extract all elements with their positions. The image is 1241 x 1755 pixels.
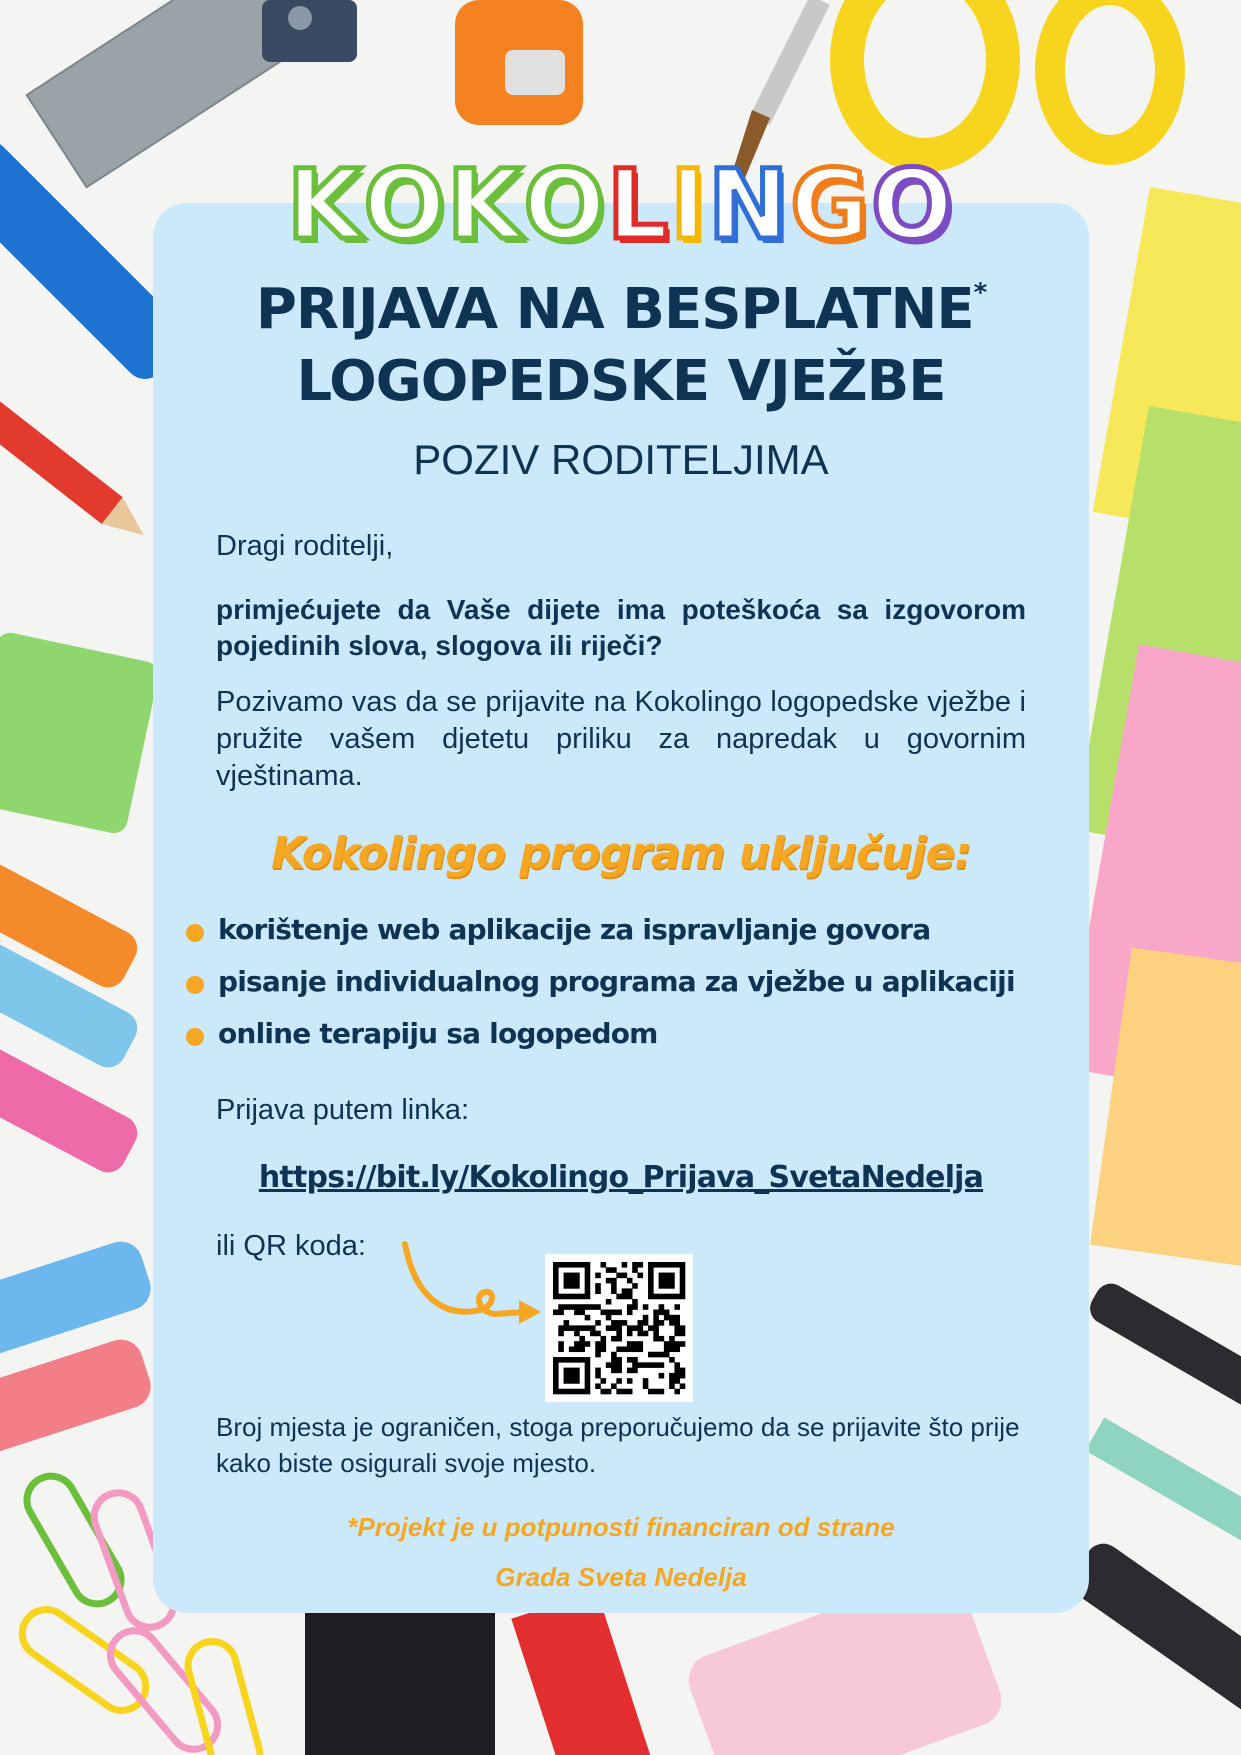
greeting-text: Dragi roditelji, bbox=[216, 530, 394, 562]
colored-pens-icon bbox=[0, 856, 156, 1459]
logo-letter: I bbox=[670, 148, 707, 261]
bullet-dot-icon bbox=[186, 1028, 204, 1046]
list-item-text: korištenje web aplikacije za ispravljanje govora bbox=[218, 913, 931, 946]
qr-code-icon bbox=[545, 1254, 693, 1402]
sticky-notes-icon bbox=[1064, 187, 1241, 1273]
title-line-1: PRIJAVA NA BESPLATNE* bbox=[255, 277, 987, 342]
green-marker-icon bbox=[0, 630, 161, 835]
list-item-text: online terapiju sa logopedom bbox=[218, 1017, 658, 1050]
stapler-icon bbox=[455, 0, 583, 125]
logo-letter: N bbox=[708, 148, 789, 261]
funding-line-2: Grada Sveta Nedelja bbox=[495, 1562, 747, 1592]
qr-label: ili QR koda: bbox=[216, 1230, 366, 1262]
logo-letter: O bbox=[871, 148, 953, 261]
kokolingo-logo bbox=[250, 148, 990, 261]
invitation-text: Pozivamo vas da se prijavite na Kokolingo logopedske vježbe i pružite vašem djetetu priliku za napredak u govornim vještinama. bbox=[216, 686, 1026, 792]
list-item bbox=[182, 913, 1082, 965]
program-list bbox=[182, 913, 1082, 1069]
page-subtitle: POZIV RODITELJIMA bbox=[413, 436, 829, 483]
red-pencil-icon bbox=[0, 386, 154, 548]
list-item bbox=[182, 1017, 1082, 1069]
arrow-icon bbox=[395, 1238, 545, 1338]
signup-link[interactable]: https://bit.ly/Kokolingo_Prijava_SvetaNedelja bbox=[258, 1160, 984, 1195]
qr-code[interactable] bbox=[545, 1254, 693, 1402]
funding-line-1: *Projekt je u potpunosti financiran od strane bbox=[347, 1512, 895, 1542]
program-title: Kokolingo program uključuje: bbox=[271, 828, 971, 879]
cutter-icon bbox=[511, 1591, 665, 1755]
sharpener-icon bbox=[262, 0, 357, 62]
pens-right-icon bbox=[1064, 1278, 1241, 1724]
logo-letter: O bbox=[523, 148, 606, 261]
scissors-icon bbox=[847, 0, 1170, 155]
bullet-dot-icon bbox=[186, 976, 204, 994]
title-line-2: LOGOPEDSKE VJEŽBE bbox=[296, 349, 946, 414]
logo-letter: K bbox=[287, 148, 362, 261]
list-item bbox=[182, 965, 1082, 1017]
logo-letter: K bbox=[447, 148, 522, 261]
logo-letter: L bbox=[607, 148, 669, 261]
question-text: primjećujete da Vaše dijete ima poteškoća sa izgovorom pojedinih slova, slogova ili riječi? bbox=[216, 594, 1026, 661]
limited-places-note: Broj mjesta je ograničen, stoga preporučujemo da se prijavite što prije kako biste osigurali svoje mjesto. bbox=[216, 1412, 1020, 1478]
list-item-text: pisanje individualnog programa za vježbe u aplikaciji bbox=[218, 965, 1015, 998]
bullet-dot-icon bbox=[186, 924, 204, 942]
link-label: Prijava putem linka: bbox=[216, 1094, 470, 1126]
title-asterisk: * bbox=[973, 278, 987, 308]
logo-letter: O bbox=[363, 148, 446, 261]
logo-letter: G bbox=[790, 148, 870, 261]
